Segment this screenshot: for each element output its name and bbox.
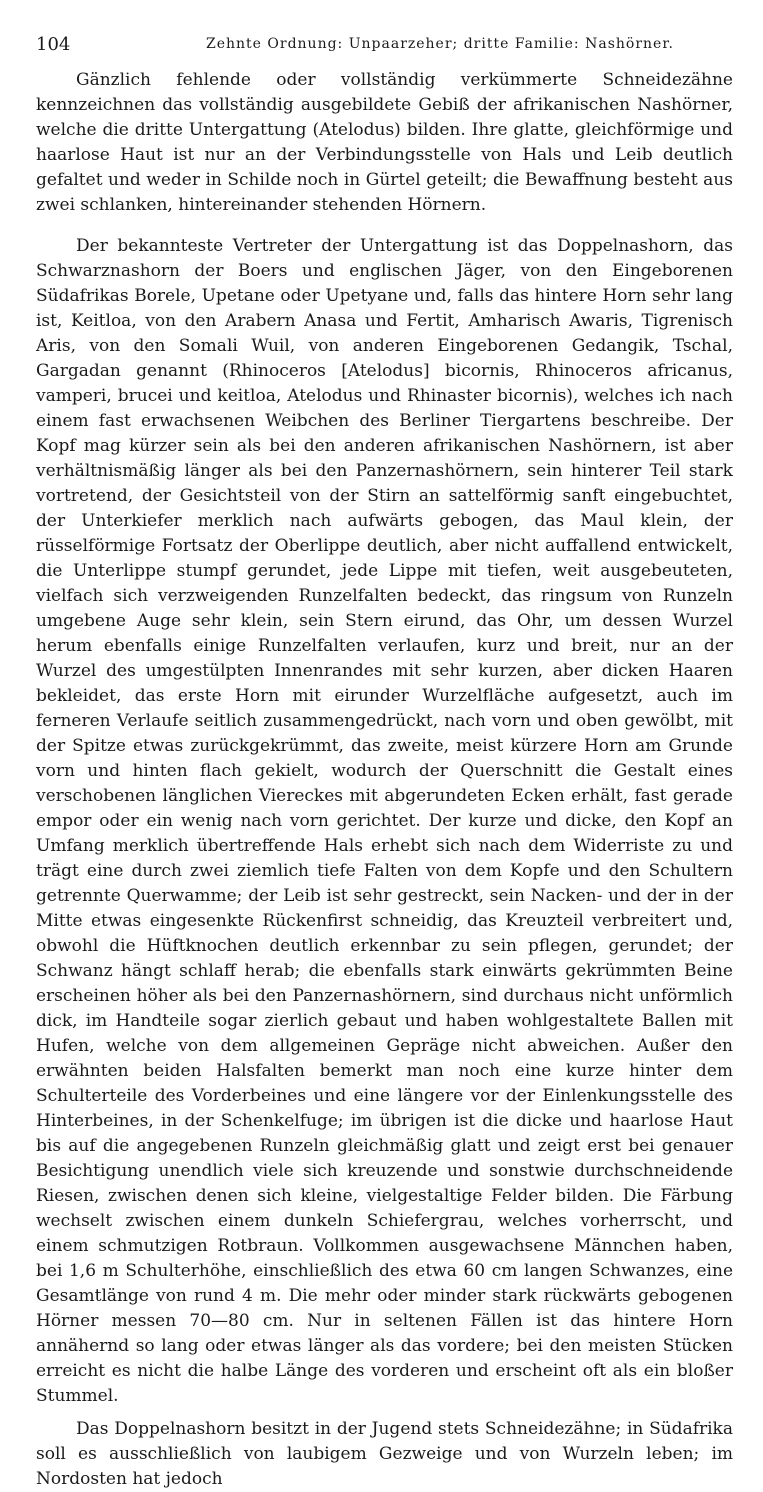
running-title: Zehnte Ordnung: Unpaarzeher; dritte Familie: Nashörner. [206,36,674,52]
paragraph-doppelnashorn-description: Der bekannteste Vertreter der Untergattung ist das Doppelnashorn, das Schwarznashorn der Boers und englischen Jäger, von den Eingeborenen Südafrikas Borele, Upetane oder Upetyane und, falls das hintere Horn sehr lang ist, Keitloa, von den Arabern Anasa und Fertit, Amharisch Awaris, Tigrenisch Aris, von den Somali Wuil, von anderen Eingeborenen Gedangik, Tschal, Gargadan genannt (Rhinoceros [Atelodus] bicornis, Rhinoceros africanus, vamperi, brucei und keitloa, Atelodus und Rhinaster bicornis), welches ich nach einem fast erwachsenen Weibchen des Berliner Tiergartens beschreibe. Der Kopf mag kürzer sein als bei den anderen afrikanischen Nashörnern, ist aber verhältnismäßig länger als bei den Panzernashörnern, sein hinterer Teil stark vortretend, der Gesichtsteil von der Stirn an sattelförmig sanft eingebuchtet, der Unterkiefer merklich nach aufwärts gebogen, das Maul klein, der rüsselförmige Fortsatz der Oberlippe deutlich, aber nicht auffallend entwickelt, die Unterlippe stumpf gerundet, jede Lippe mit tiefen, weit ausgebeuteten, vielfach sich verzweigenden Runzelfalten bedeckt, das ringsum von Runzeln umgebene Auge sehr klein, sein Stern eirund, das Ohr, um dessen Wurzel herum ebenfalls einige Runzelfalten verlaufen, kurz und breit, nur an der Wurzel des umgestülpten Innenrandes mit sehr kurzen, aber dicken Haaren bekleidet, das erste Horn mit eirunder Wurzelfläche aufgesetzt, auch im ferneren Verlaufe seitlich zusammengedrückt, nach vorn und oben gewölbt, mit der Spitze etwas zurückgekrümmt, das zweite, meist kürzere Horn am Grunde vorn und hinten flach gekielt, wodurch der Querschnitt die Gestalt eines verschobenen länglichen Viereckes mit abgerundeten Ecken erhält, fast gerade empor oder ein wenig nach vorn gerichtet. Der kurze und dicke, den Kopf an Umfang merklich übertreffende Hals erhebt sich nach dem Widerriste zu und trägt eine durch zwei ziemlich tiefe Falten von dem Kopfe und den Schultern getrennte Querwamme; der Leib ist sehr gestreckt, sein Nacken- und der in der Mitte etwas eingesenkte Rückenfirst schneidig, das Kreuzteil verbreitert und, obwohl die Hüftknochen deutlich erkennbar zu sein pflegen, gerundet; der Schwanz hängt schlaff herab; die ebenfalls stark einwärts gekrümmten Beine erscheinen höher als bei den Panzernashörnern, sind durchaus nicht unförmlich dick, im Handteile sogar zierlich gebaut und haben wohlgestaltete Ballen mit Hufen, welche von dem allgemeinen Gepräge nicht abweichen. Außer den erwähnten beiden Halsfalten bemerkt man noch eine kurze hinter dem Schulterteile des Vorderbeines und eine längere vor der Einlenkungsstelle des Hinterbeines, in der Schenkelfuge; im übrigen ist die dicke und haarlose Haut bis auf die angegebenen Runzeln gleichmäßig glatt und zeigt erst bei genauer Besichtigung unendlich viele sich kreuzende und sonstwie durchschneidende Riesen, zwischen denen sich kleine, vielgestaltige Felder bilden. Die Färbung wechselt zwischen einem dunkeln Schiefergrau, welches vorherrscht, und einem schmutzigen Rotbraun. Vollkommen ausgewachsene Männchen haben, bei 1,6 m Schulterhöhe, einschließlich des etwa 60 cm langen Schwanzes, eine Gesamtlänge von rund 4 m. Die mehr oder minder stark rückwärts gebogenen Hörner messen 70—80 cm. Nur in seltenen Fällen ist das hintere Horn annähernd so lang oder etwas länger als das vordere; bei den meisten Stücken erreicht es nicht die halbe Länge des vorderen und erscheint oft als ein bloßer Stummel. [36,236,733,1406]
page-number: 104 [36,34,71,55]
paragraph-doppelnashorn-diet: Das Doppelnashorn besitzt in der Jugend stets Schneidezähne; in Südafrika soll es ausschließlich von laubigem Gezweige und von Wurzeln leben; im Nordosten hat jedoch [36,1419,733,1489]
paragraph-atelodus-intro: Gänzlich fehlende oder vollständig verkümmerte Schneidezähne kennzeichnen das vollständig ausgebildete Gebiß der afrikanischen Nashörner, welche die dritte Untergattung (Atelodus) bilden. Ihre glatte, gleichförmige und haarlose Haut ist nur an der Verbindungsstelle von Hals und Leib deutlich gefaltet und weder in Schilde noch in Gürtel geteilt; die Bewaffnung besteht aus zwei schlanken, hintereinander stehenden Hörnern. [36,70,733,215]
running-head [36,30,733,58]
